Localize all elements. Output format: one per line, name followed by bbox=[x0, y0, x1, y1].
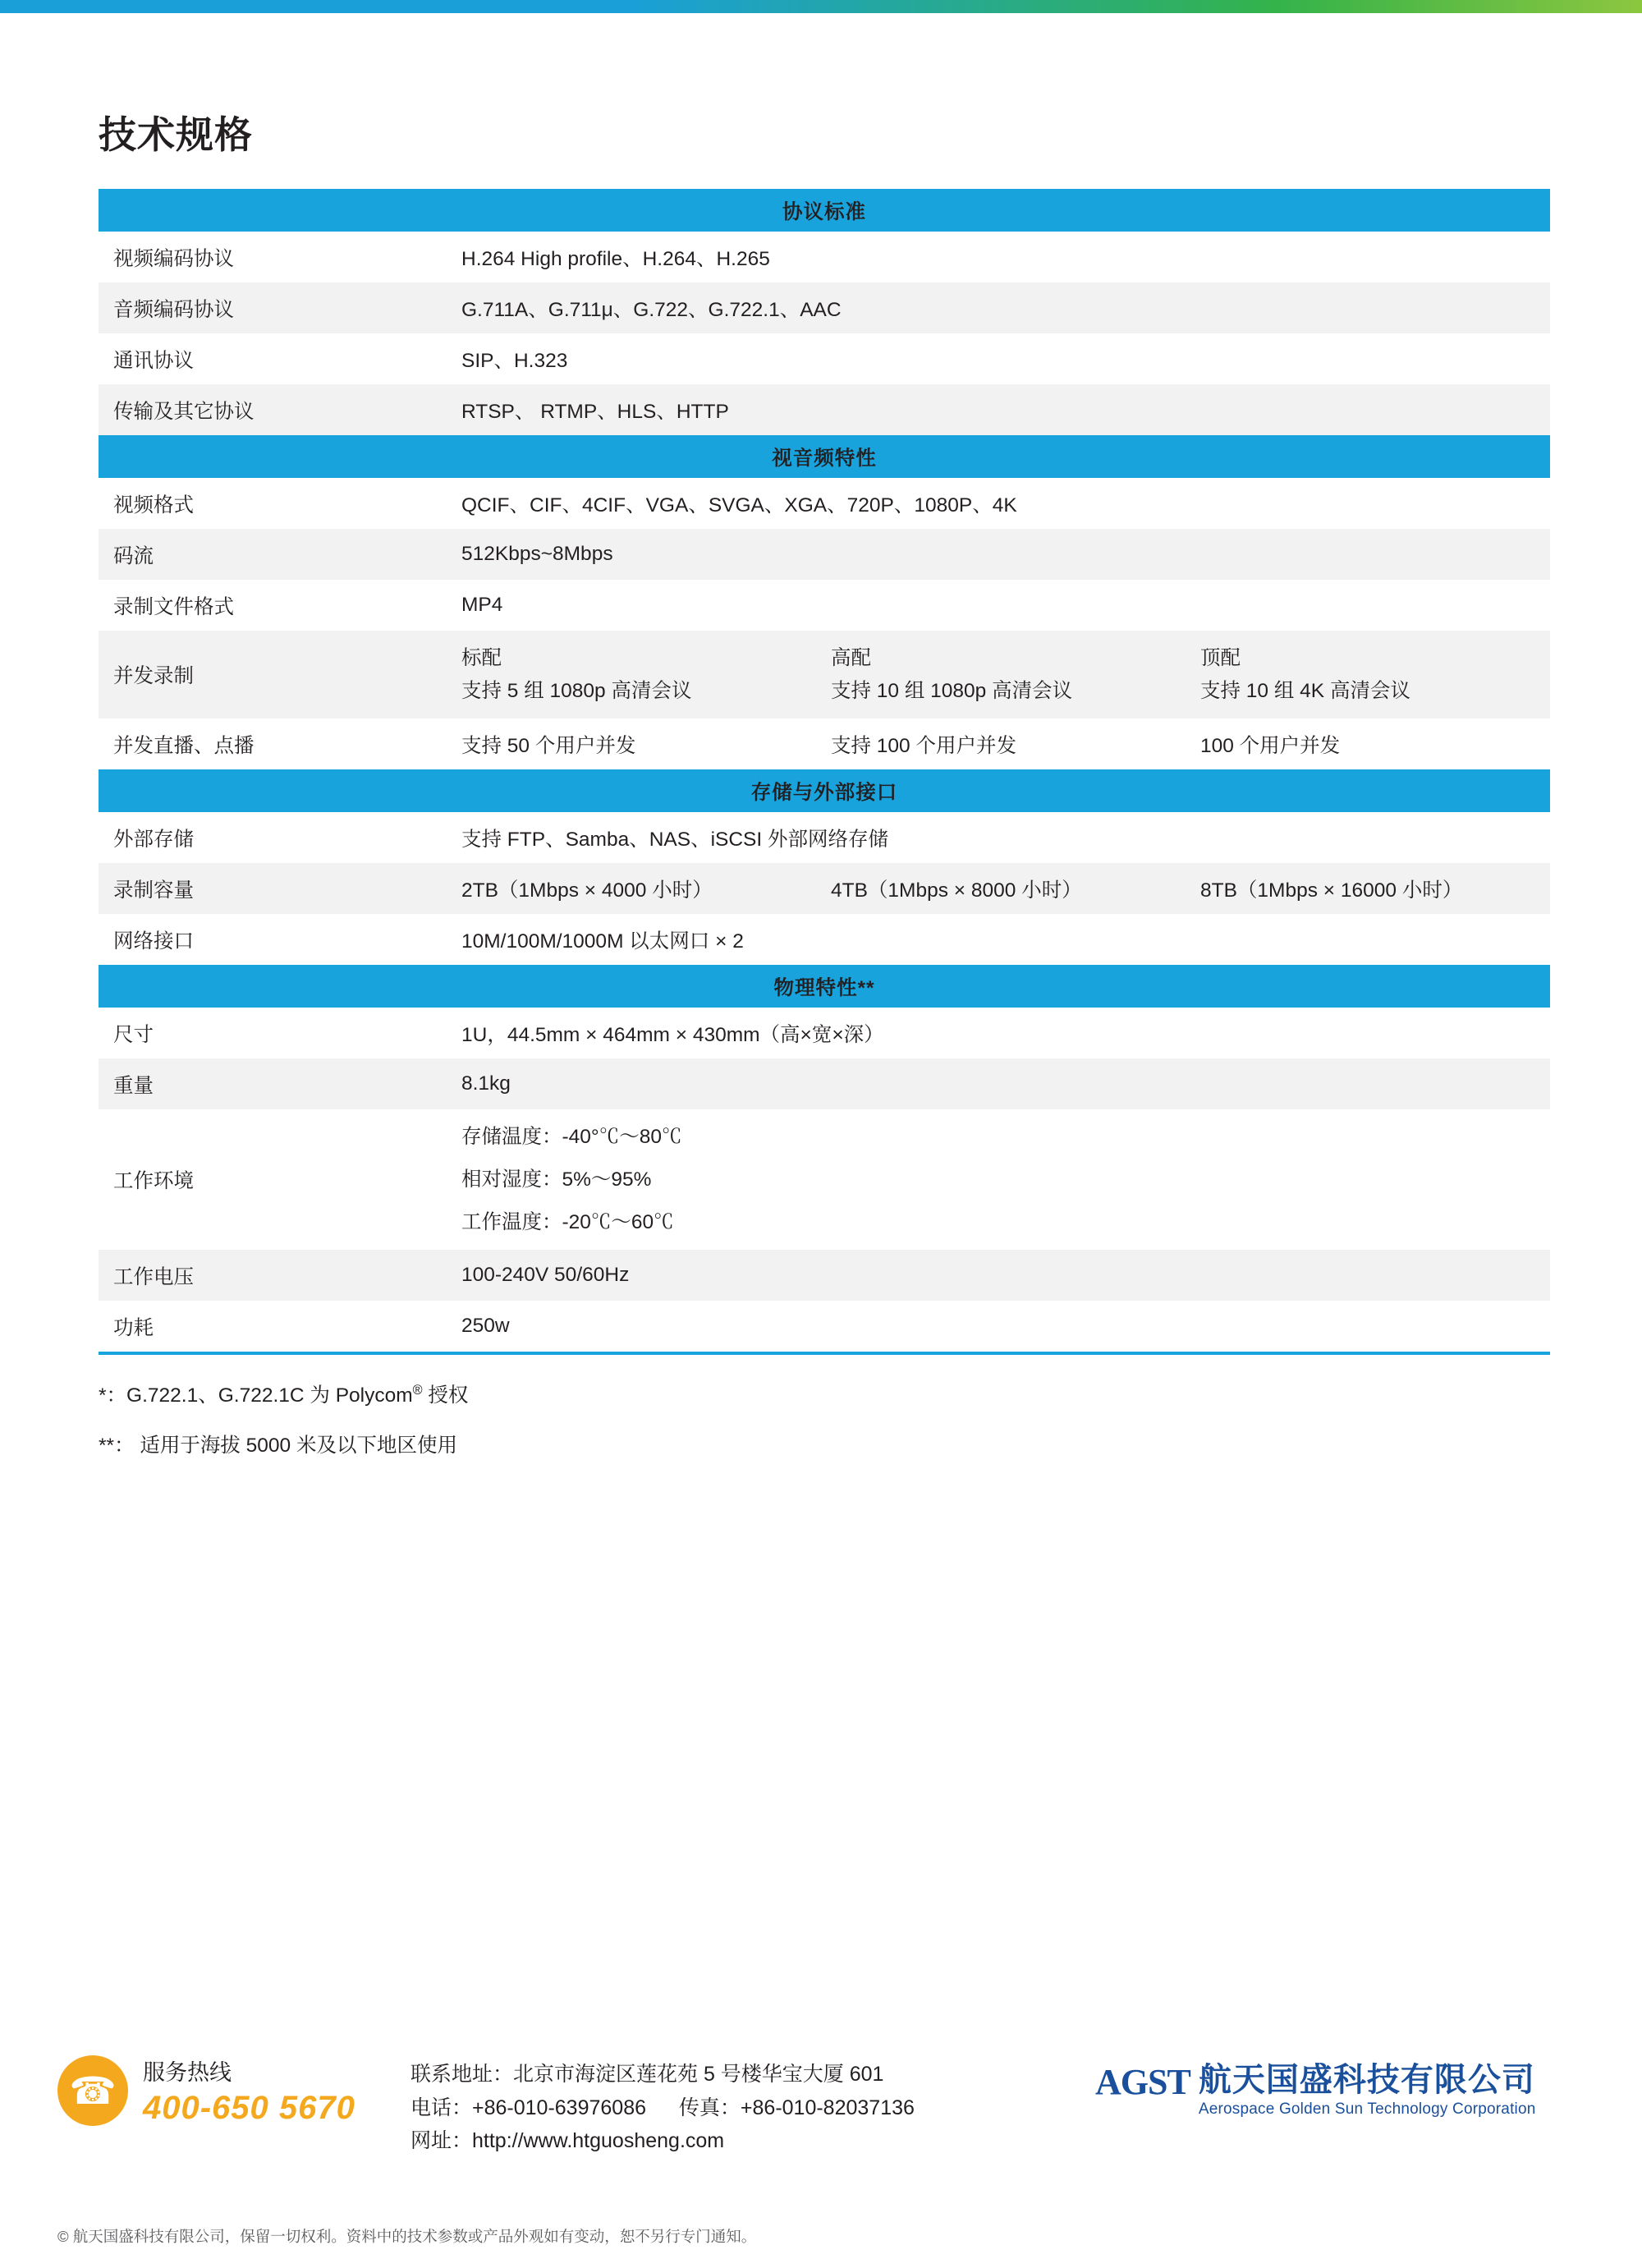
section-header-label: 物理特性** bbox=[99, 965, 1550, 1008]
row-label: 音频编码协议 bbox=[99, 282, 443, 333]
footer-inner bbox=[57, 2055, 1585, 2158]
row-label: 外部存储 bbox=[99, 812, 443, 863]
env-storage-temp: 存储温度：-40°℃～80℃ bbox=[461, 1126, 682, 1149]
footnote-1: *：G.722.1、G.722.1C 为 Polycom® 授权 bbox=[99, 1383, 469, 1407]
row-value-col2: 4TB（1Mbps × 8000 小时） bbox=[813, 863, 1182, 914]
row-label: 通讯协议 bbox=[99, 333, 443, 384]
table-row bbox=[99, 1301, 1550, 1352]
env-operating-temp: 工作温度：-20℃～60℃ bbox=[461, 1210, 674, 1233]
row-value: QCIF、CIF、4CIF、VGA、SVGA、XGA、720P、1080P、4K bbox=[443, 478, 1550, 529]
row-label: 重量 bbox=[99, 1058, 443, 1109]
footnotes bbox=[99, 1380, 1550, 1458]
row-label: 录制容量 bbox=[99, 863, 443, 914]
row-value: 1U，44.5mm × 464mm × 430mm（高×宽×深） bbox=[443, 1008, 1550, 1058]
row-label: 码流 bbox=[99, 529, 443, 580]
table-row bbox=[99, 1109, 1550, 1250]
table-row bbox=[99, 478, 1550, 529]
row-label: 视频格式 bbox=[99, 478, 443, 529]
top-gradient-bar bbox=[0, 0, 1642, 13]
page-footer bbox=[0, 2022, 1642, 2268]
row-value-col1 bbox=[443, 631, 813, 719]
tier-title: 顶配 bbox=[1200, 647, 1241, 669]
section-header-storage bbox=[99, 769, 1550, 812]
row-label: 视频编码协议 bbox=[99, 232, 443, 282]
contact-phone-fax bbox=[410, 2091, 1067, 2125]
section-header-protocol bbox=[99, 189, 1550, 232]
table-row bbox=[99, 863, 1550, 914]
contact-block bbox=[410, 2055, 1067, 2158]
logo-mark-icon: AGST bbox=[1095, 2062, 1190, 2102]
row-value: H.264 High profile、H.264、H.265 bbox=[443, 232, 1550, 282]
table-row bbox=[99, 384, 1550, 435]
table-row bbox=[99, 1250, 1550, 1301]
row-label: 传输及其它协议 bbox=[99, 384, 443, 435]
tier-title: 高配 bbox=[831, 647, 871, 669]
row-label: 并发直播、点播 bbox=[99, 719, 443, 769]
table-bottom-rule bbox=[99, 1352, 1550, 1355]
table-row bbox=[99, 1058, 1550, 1109]
hotline-number: 400-650 5670 bbox=[143, 2090, 355, 2126]
row-value-col3: 100 个用户并发 bbox=[1182, 719, 1550, 769]
row-value: 10M/100M/1000M 以太网口 × 2 bbox=[443, 914, 1550, 965]
env-humidity: 相对湿度：5%～95% bbox=[461, 1168, 652, 1191]
section-header-label: 协议标准 bbox=[99, 189, 1550, 232]
contact-website[interactable]: 网址：http://www.htguosheng.com bbox=[410, 2129, 725, 2152]
row-value: 512Kbps~8Mbps bbox=[443, 529, 1550, 580]
contact-fax: 传真：+86-010-82037136 bbox=[678, 2096, 915, 2119]
registered-mark: ® bbox=[412, 1383, 423, 1398]
row-value: SIP、H.323 bbox=[443, 333, 1550, 384]
contact-address: 联系地址：北京市海淀区莲花苑 5 号楼华宝大厦 601 bbox=[410, 2063, 884, 2086]
row-label: 并发录制 bbox=[99, 631, 443, 719]
section-header-av bbox=[99, 435, 1550, 478]
copyright-notice: © 航天国盛科技有限公司，保留一切权利。资料中的技术参数或产品外观如有变动，恕不另行专门通知。 bbox=[57, 2228, 757, 2245]
phone-glyph: ☎ bbox=[69, 2069, 117, 2112]
hotline-block bbox=[57, 2055, 402, 2127]
row-label: 录制文件格式 bbox=[99, 580, 443, 631]
phone-icon bbox=[57, 2055, 128, 2126]
table-row bbox=[99, 1008, 1550, 1058]
row-value-col3 bbox=[1182, 631, 1550, 719]
row-label: 尺寸 bbox=[99, 1008, 443, 1058]
table-row bbox=[99, 914, 1550, 965]
specifications-table bbox=[99, 189, 1550, 1352]
row-value-col3: 8TB（1Mbps × 16000 小时） bbox=[1182, 863, 1550, 914]
section-header-physical bbox=[99, 965, 1550, 1008]
row-value-col2: 支持 100 个用户并发 bbox=[813, 719, 1182, 769]
row-value: RTSP、 RTMP、HLS、HTTP bbox=[443, 384, 1550, 435]
document-content bbox=[99, 105, 1550, 1480]
table-row bbox=[99, 631, 1550, 719]
row-label: 网络接口 bbox=[99, 914, 443, 965]
row-label: 工作电压 bbox=[99, 1250, 443, 1301]
logo-company-cn: 航天国盛科技有限公司 bbox=[1198, 2062, 1535, 2098]
tier-detail: 支持 5 组 1080p 高清会议 bbox=[461, 679, 692, 702]
table-row bbox=[99, 333, 1550, 384]
logo-text bbox=[1199, 2063, 1536, 2119]
row-value-col1: 2TB（1Mbps × 4000 小时） bbox=[443, 863, 813, 914]
page-title: 技术规格 bbox=[99, 113, 253, 156]
table-row bbox=[99, 719, 1550, 769]
row-value: 100-240V 50/60Hz bbox=[443, 1250, 1550, 1301]
tier-detail: 支持 10 组 4K 高清会议 bbox=[1200, 679, 1410, 702]
table-row bbox=[99, 580, 1550, 631]
row-label: 工作环境 bbox=[99, 1109, 443, 1250]
row-value: 支持 FTP、Samba、NAS、iSCSI 外部网络存储 bbox=[443, 812, 1550, 863]
row-value bbox=[443, 1109, 1550, 1250]
table-row bbox=[99, 282, 1550, 333]
table-row bbox=[99, 232, 1550, 282]
company-logo bbox=[1095, 2055, 1536, 2119]
row-value-col2 bbox=[813, 631, 1182, 719]
table-row bbox=[99, 529, 1550, 580]
table-row bbox=[99, 812, 1550, 863]
row-value-col1: 支持 50 个用户并发 bbox=[443, 719, 813, 769]
row-value: 8.1kg bbox=[443, 1058, 1550, 1109]
tier-title: 标配 bbox=[461, 647, 502, 669]
hotline-label: 服务热线 bbox=[143, 2060, 232, 2085]
row-value: MP4 bbox=[443, 580, 1550, 631]
logo-company-en: Aerospace Golden Sun Technology Corporation bbox=[1198, 2100, 1536, 2118]
section-header-label: 视音频特性 bbox=[99, 435, 1550, 478]
hotline-text bbox=[143, 2055, 355, 2127]
row-value: G.711A、G.711μ、G.722、G.722.1、AAC bbox=[443, 282, 1550, 333]
tier-detail: 支持 10 组 1080p 高清会议 bbox=[831, 679, 1073, 702]
footnote-2: **： 适用于海拔 5000 米及以下地区使用 bbox=[99, 1435, 457, 1458]
contact-phone: 电话：+86-010-63976086 bbox=[410, 2096, 646, 2119]
row-label: 功耗 bbox=[99, 1301, 443, 1352]
row-value: 250w bbox=[443, 1301, 1550, 1352]
section-header-label: 存储与外部接口 bbox=[99, 769, 1550, 812]
